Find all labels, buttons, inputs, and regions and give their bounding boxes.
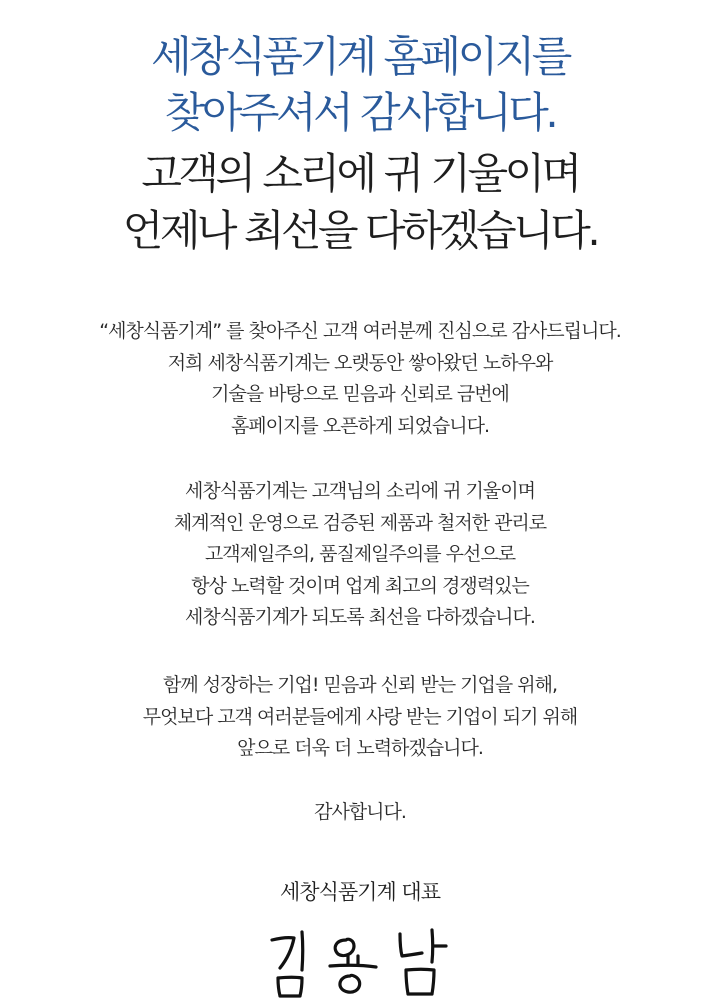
- headline-line-2: 찾아주셔서 감사합니다.: [164, 88, 556, 137]
- ceo-title: 세창식품기계 대표: [280, 880, 440, 904]
- intro-line: “세창식품기계” 를 찾아주신 고객 여러분께 진심으로 감사드립니다.: [99, 320, 621, 342]
- growth-paragraph: [0, 670, 720, 765]
- commitment-paragraph: [0, 476, 720, 634]
- commitment-line: 항상 노력할 것이며 업계 최고의 경쟁력있는: [191, 574, 529, 597]
- handwritten-signature: [250, 920, 470, 1000]
- headline-line-1: 세창식품기계 홈페이지를: [151, 32, 569, 81]
- intro-line: 저희 세창식품기계는 오랫동안 쌓아왔던 노하우와: [167, 351, 553, 374]
- growth-line: 함께 성장하는 기업! 믿음과 신뢰 받는 기업을 위해,: [162, 674, 557, 696]
- commitment-line: 체계적인 운영으로 검증된 제품과 철저한 관리로: [173, 511, 547, 534]
- commitment-line: 세창식품기계가 되도록 최선을 다하겠습니다.: [185, 606, 535, 628]
- growth-line: 앞으로 더욱 더 노력하겠습니다.: [237, 737, 483, 759]
- intro-paragraph: [0, 316, 720, 442]
- growth-line: 무엇보다 고객 여러분들에게 사랑 받는 기업이 되기 위해: [142, 705, 578, 728]
- closing-thanks: 감사합니다.: [314, 801, 406, 823]
- commitment-line: 고객제일주의, 품질제일주의를 우선으로: [204, 543, 516, 565]
- headline-line-3: 고객의 소리에 귀 기울이며: [141, 149, 579, 198]
- headline-line-4: 언제나 최선을 다하겠습니다.: [122, 206, 598, 255]
- intro-line: 기술을 바탕으로 믿음과 신뢰로 금번에: [211, 383, 509, 405]
- intro-line: 홈페이지를 오픈하게 되었습니다.: [230, 414, 490, 437]
- commitment-line: 세창식품기계는 고객님의 소리에 귀 기울이며: [185, 480, 535, 502]
